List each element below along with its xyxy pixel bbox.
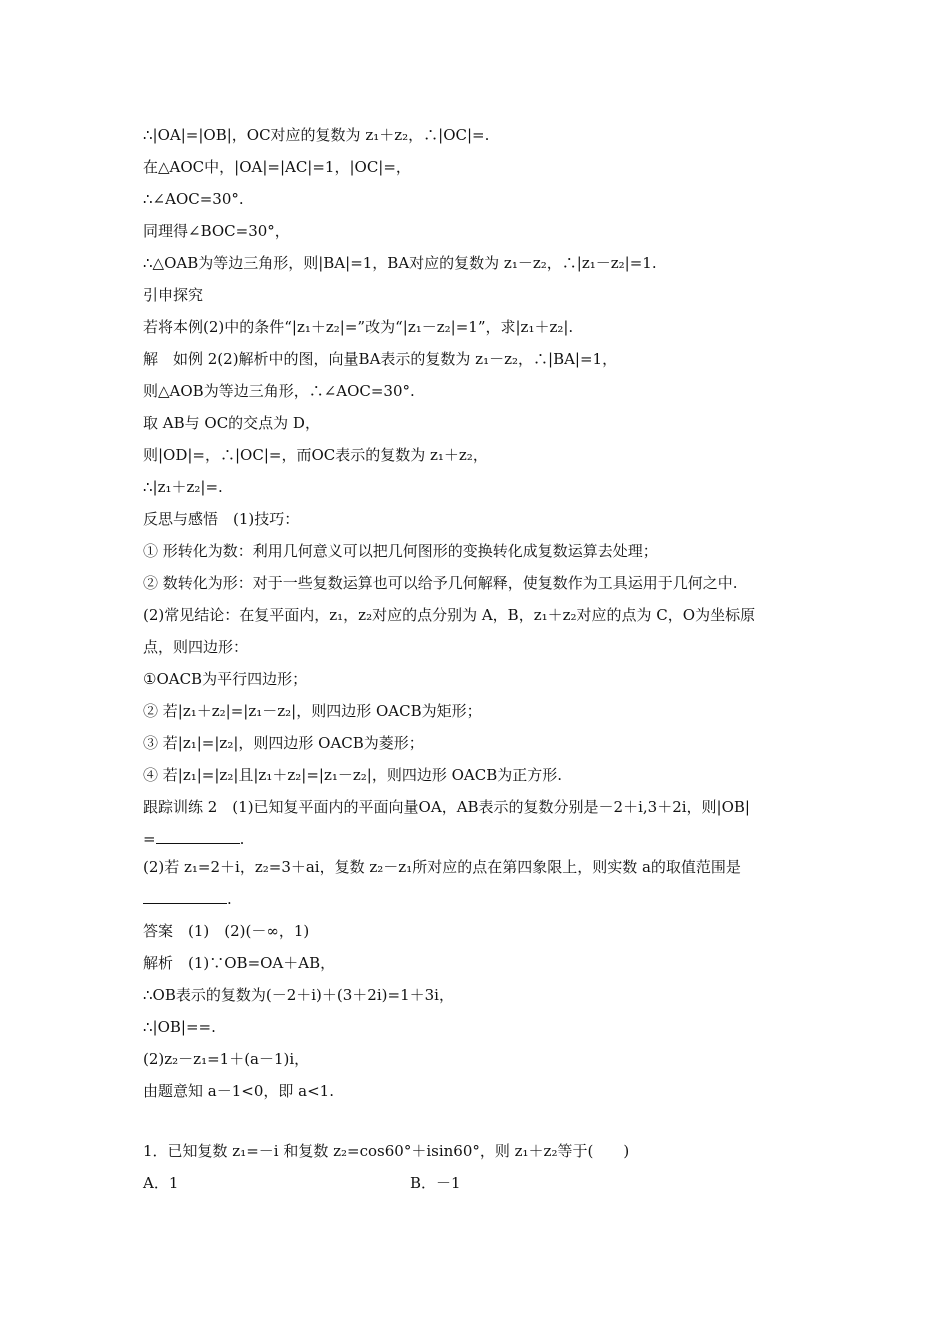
text-line: ③ 若|z₁|=|z₂|，则四边形 OACB为菱形； [143,734,424,752]
text-line: ①OACB为平行四边形； [143,670,308,688]
text-line: (2)若 z₁=2＋i，z₂=3＋ai，复数 z₂－z₁所对应的点在第四象限上，则实数 a的取值范围是 [143,858,741,876]
text-line: 点，则四边形： [143,638,249,656]
text-line: ∴∠AOC=30°. [143,190,244,208]
text-line: (2)常见结论：在复平面内，z₁，z₂对应的点分别为 A，B，z₁＋z₂对应的点为 C，O为坐标原 [143,606,756,624]
text-line: ∴OB表示的复数为(－2＋i)＋(3＋2i)=1＋3i， [143,986,454,1004]
text-line: 则△AOB为等边三角形，∴∠AOC=30°. [143,382,415,400]
answer-blank-line: = . [143,830,245,848]
option-a: A．1 [143,1174,179,1192]
text-line: 在△AOC中，|OA|=|AC|=1，|OC|=， [143,158,411,176]
text-line: 则|OD|=，∴|OC|=，而OC表示的复数为 z₁＋z₂， [143,446,488,464]
text-line: ② 数转化为形：对于一些复数运算也可以给予几何解释，使复数作为工具运用于几何之中. [143,574,738,592]
text-line: 反思与感悟 (1)技巧： [143,510,300,528]
text-line: ② 若|z₁＋z₂|=|z₁－z₂|，则四边形 OACB为矩形； [143,702,482,720]
option-b: B．－1 [410,1174,461,1192]
text-line: 由题意知 a－1<0，即 a<1. [143,1082,334,1100]
answer-blank-line: . [143,889,830,909]
question-stem: 1．已知复数 z₁=－i 和复数 z₂=cos60°＋isin60°，则 z₁＋z₂等于( ) [143,1142,630,1160]
text-line: 取 AB与 OC的交点为 D， [143,414,320,432]
text-line: (2)z₂－z₁=1＋(a－1)i， [143,1050,310,1068]
text-line: 解析 (1)∵OB=OA＋AB， [143,954,336,972]
text-line: 答案 (1) (2)(－∞，1) [143,922,310,940]
section-heading: 引申探究 [143,286,204,304]
text-fragment: = [143,830,156,848]
text-line: ① 形转化为数：利用几何意义可以把几何图形的变换转化成复数运算去处理； [143,542,658,560]
text-line: 若将本例(2)中的条件“|z₁＋z₂|=”改为“|z₁－z₂|=1”，求|z₁＋z₂|. [143,318,574,336]
text-line: ∴△OAB为等边三角形，则|BA|=1，BA对应的复数为 z₁－z₂，∴|z₁－z₂|=1. [143,254,657,272]
text-line: ∴|OB|==. [143,1018,216,1036]
text-line: ∴|OA|=|OB|，OC对应的复数为 z₁＋z₂，∴|OC|=. [143,126,490,144]
text-line: 解 如例 2(2)解析中的图，向量BA表示的复数为 z₁－z₂，∴|BA|=1， [143,350,618,368]
answer-blank [143,889,227,904]
text-line: ∴|z₁＋z₂|=. [143,478,223,496]
text-line: 同理得∠BOC=30°， [143,222,290,240]
text-line: ④ 若|z₁|=|z₂|且|z₁＋z₂|=|z₁－z₂|，则四边形 OACB为正方形. [143,766,562,784]
text-line: 跟踪训练 2 (1)已知复平面内的平面向量OA，AB表示的复数分别是－2＋i,3＋2i，则|OB| [143,798,750,816]
answer-blank [156,829,240,844]
